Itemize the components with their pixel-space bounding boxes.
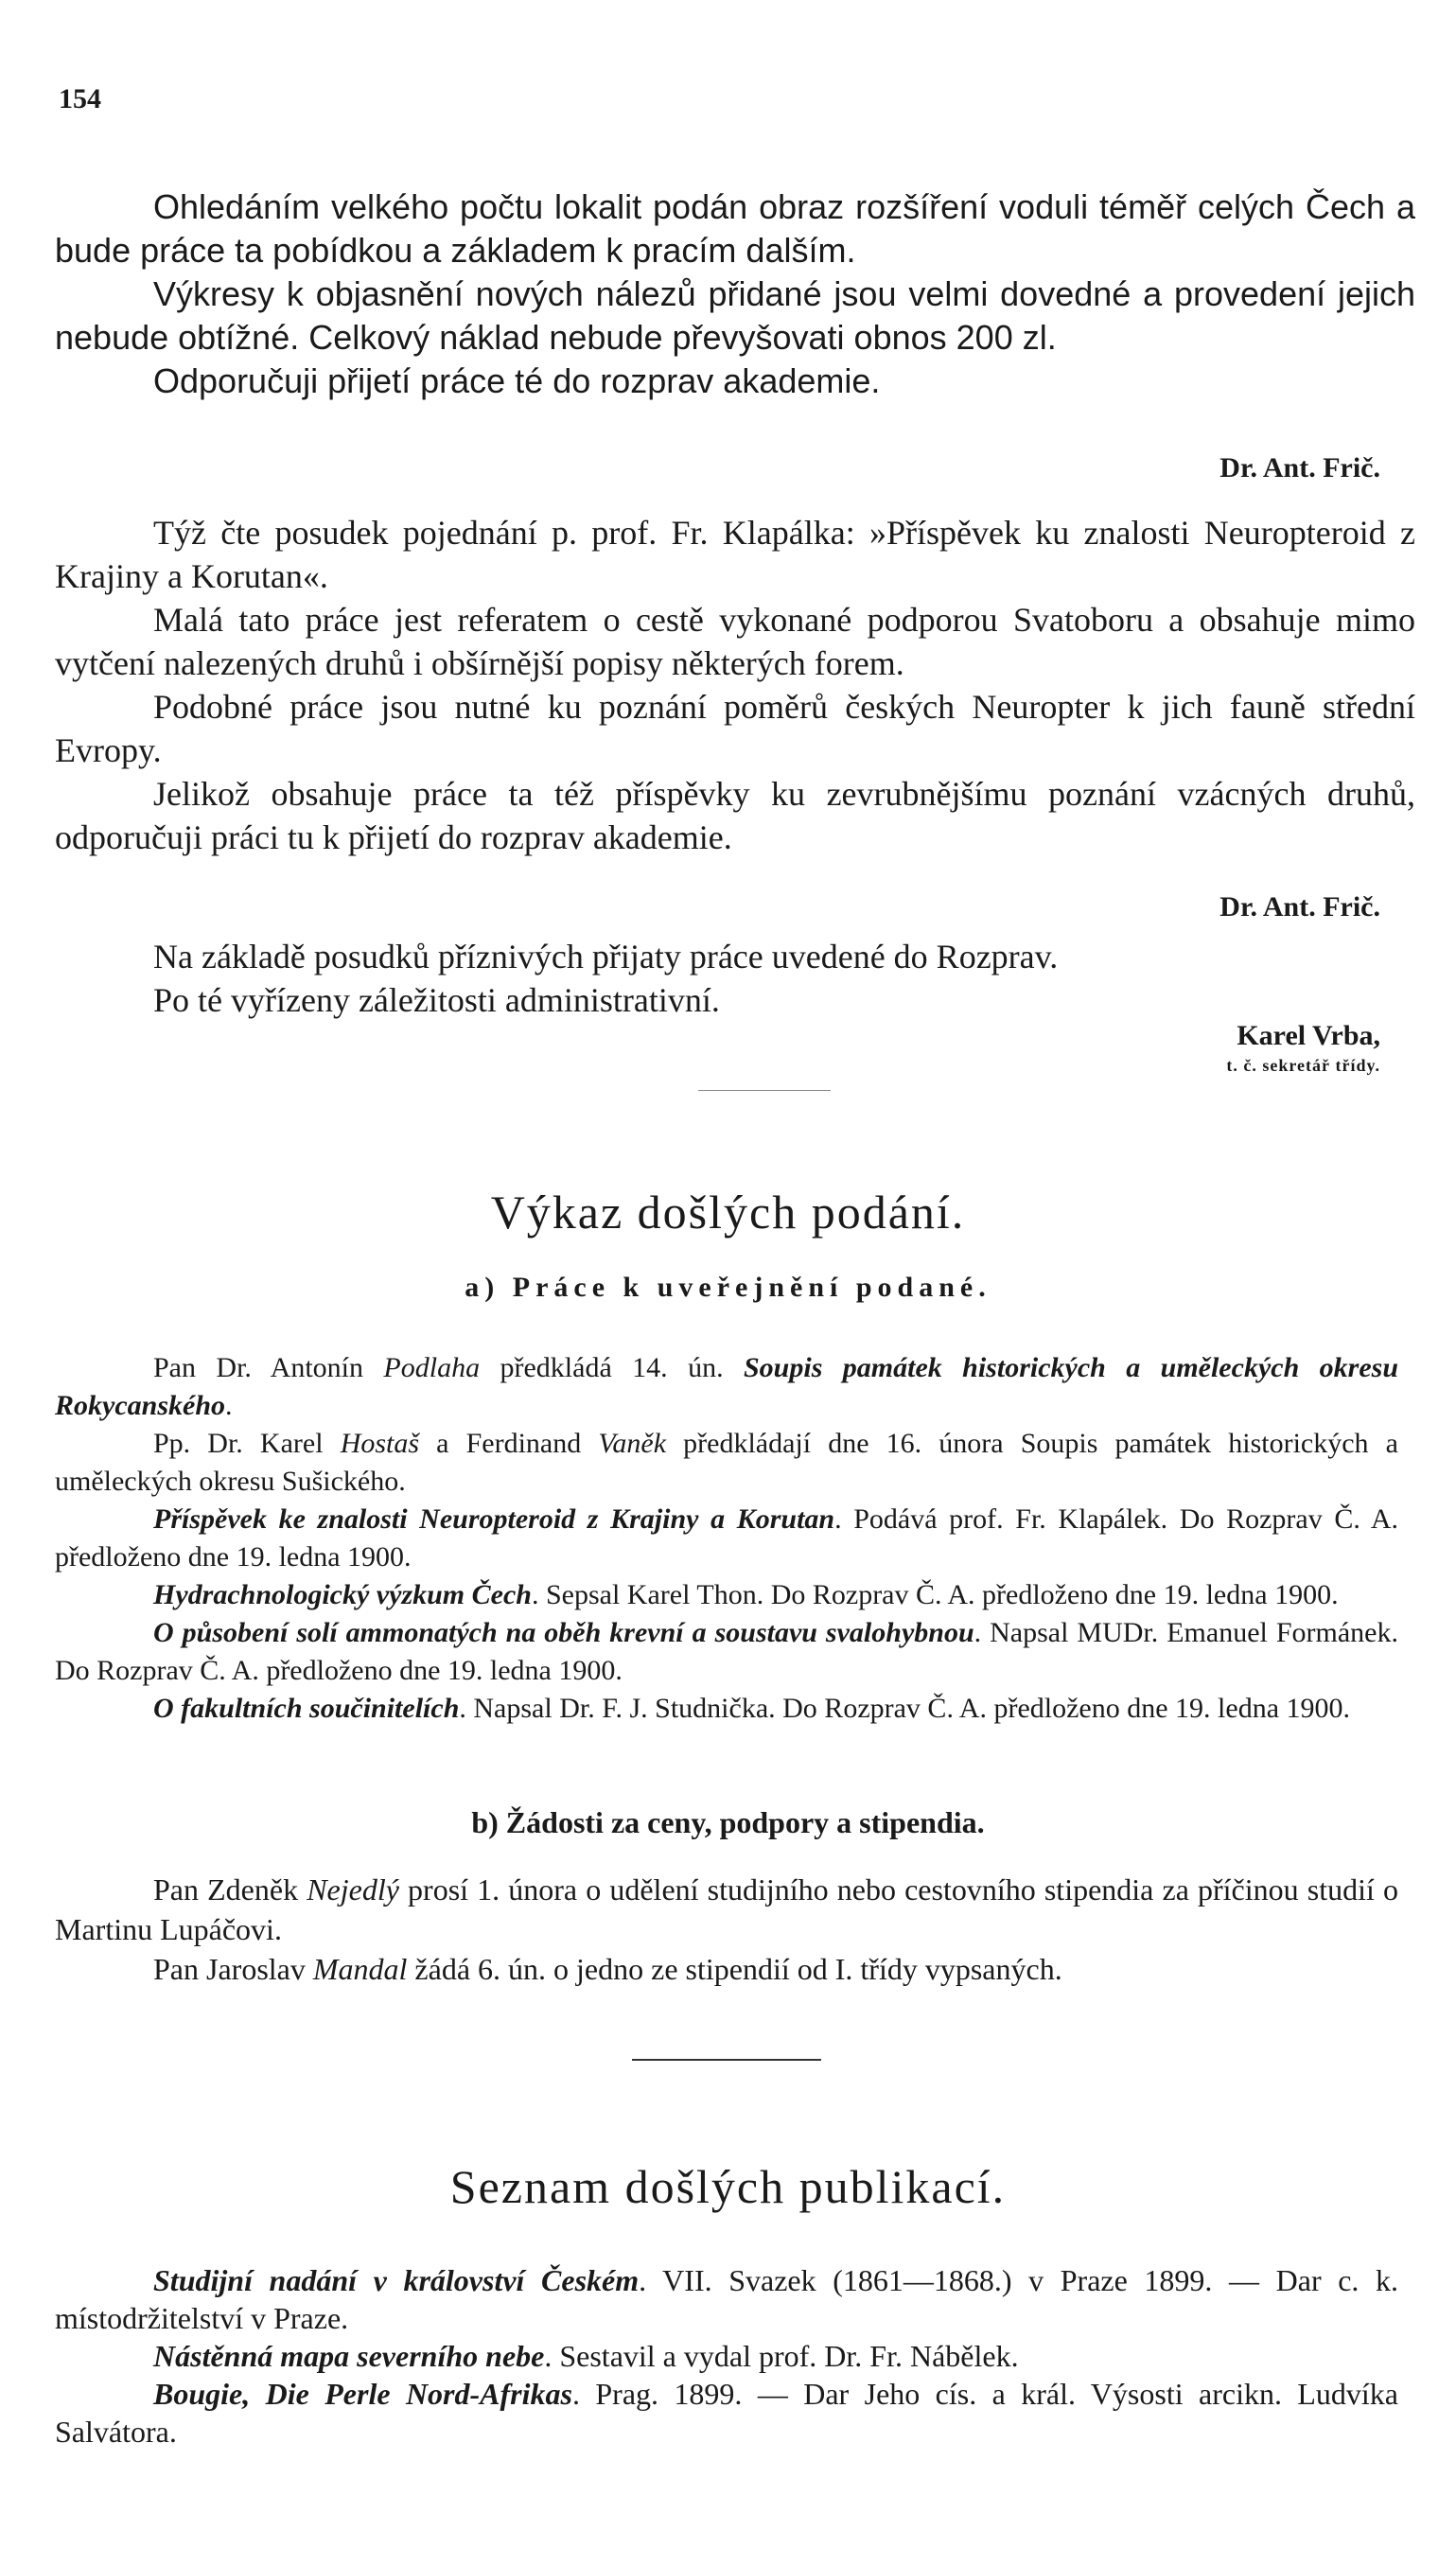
list-item: Pan Zdeněk Nejedlý prosí 1. února o udělení studijního nebo cestovního stipendia za příčinou studií o Martinu Lupáčovi.	[55, 1872, 1399, 1946]
review-1-paragraph-2: Výkresy k objasnění nových nálezů přidané jsou velmi dovedné a provedení jejich nebude obtížné. Celkový náklad nebude převyšovati obnos 200 zl.	[55, 274, 1415, 357]
review-1-paragraph-1: Ohledáním velkého počtu lokalit podán obraz rozšíření voduli téměř celých Čech a bude práce ta pobídkou a základem k pracím dalším.	[55, 187, 1415, 270]
page-number: 154	[59, 83, 101, 114]
review-2-body	[55, 511, 1415, 859]
list-item: Pan Jaroslav Mandal žádá 6. ún. o jedno ze stipendií od I. třídy vypsaných.	[153, 1952, 1062, 1986]
closing-signature-title: t. č. sekretář třídy.	[1226, 1056, 1380, 1075]
section-title-vykaz: Výkaz došlých podání.	[490, 1186, 966, 1239]
review-2-paragraph-2: Malá tato práce jest referatem o cestě vykonané podporou Svatoboru a obsahuje mimo vytčení nalezených druhů i obšírnější popisy některých forem.	[55, 601, 1415, 682]
list-item: Nástěnná mapa severního nebe. Sestavil a vydal prof. Dr. Fr. Nábělek.	[153, 2339, 1019, 2373]
closing-paragraph-2: Po té vyřízeny záležitosti administrativní.	[153, 981, 720, 1019]
list-item: Bougie, Die Perle Nord-Afrikas. Prag. 1899. — Dar Jeho cís. a král. Výsosti arcikn. Ludvíka Salvátora.	[55, 2377, 1399, 2449]
closing-paragraph-1: Na základě posudků příznivých přijaty práce uvedené do Rozprav.	[153, 938, 1059, 975]
list-item: Hydrachnologický výzkum Čech. Sepsal Karel Thon. Do Rozprav Č. A. předloženo dne 19. ledna 1900.	[153, 1579, 1339, 1610]
closing-signature-name: Karel Vrba,	[1237, 1020, 1380, 1051]
review-2-paragraph-1: Týž čte posudek pojednání p. prof. Fr. Klapálka: »Příspěvek ku znalosti Neuropteroid z Krajiny a Korutan«.	[55, 514, 1415, 595]
list-item: Pan Dr. Antonín Podlaha předkládá 14. ún. Soupis památek historických a uměleckých okresu Rokycanského.	[55, 1352, 1399, 1421]
review-2-signature: Dr. Ant. Frič.	[1219, 891, 1380, 923]
list-item: O fakultních součinitelích. Napsal Dr. F. J. Studnička. Do Rozprav Č. A. předloženo dne 19. ledna 1900.	[153, 1693, 1351, 1724]
review-1-paragraph-3: Odporučuji přijetí práce té do rozprav akademie.	[153, 361, 881, 400]
divider-short	[698, 1090, 831, 1091]
divider-rule	[632, 2059, 821, 2061]
section-title-seznam: Seznam došlých publikací.	[449, 2160, 1007, 2213]
review-1-body	[55, 185, 1415, 403]
list-item: Pp. Dr. Karel Hostaš a Ferdinand Vaněk předkládají dne 16. února Soupis památek historických a uměleckých okresu Sušického.	[55, 1428, 1398, 1497]
closing-body	[55, 935, 1415, 1022]
list-item: Studijní nadání v království Českém. VII. Svazek (1861—1868.) v Praze 1899. — Dar c. k. místodržitelství v Praze.	[55, 2263, 1399, 2335]
list-item: O působení solí ammonatých na oběh krevní a soustavu svalohybnou. Napsal MUDr. Emanuel Formánek. Do Rozprav Č. A. předloženo dne 19. ledna 1900.	[55, 1617, 1398, 1686]
list-item: Příspěvek ke znalosti Neuropteroid z Krajiny a Korutan. Podává prof. Fr. Klapálek. Do Rozprav Č. A. předloženo dne 19. ledna 1900.	[55, 1503, 1398, 1573]
review-2-paragraph-4: Jelikož obsahuje práce ta též příspěvky ku zevrubnějšímu poznání vzácných druhů, odporučuji práci tu k přijetí do rozprav akademie.	[55, 775, 1415, 856]
review-2-paragraph-3: Podobné práce jsou nutné ku poznání poměrů českých Neuropter k jich fauně střední Evropy.	[55, 688, 1415, 769]
review-1-signature: Dr. Ant. Frič.	[1219, 452, 1380, 483]
publications-list	[55, 2261, 1398, 2451]
subsection-a-title: a) Práce k uveřejnění podané.	[465, 1272, 991, 1303]
subsection-b-title: b) Žádosti za ceny, podpory a stipendia.	[471, 1805, 985, 1839]
entries-b-list	[55, 1870, 1398, 1989]
entries-a-list	[55, 1349, 1398, 1728]
